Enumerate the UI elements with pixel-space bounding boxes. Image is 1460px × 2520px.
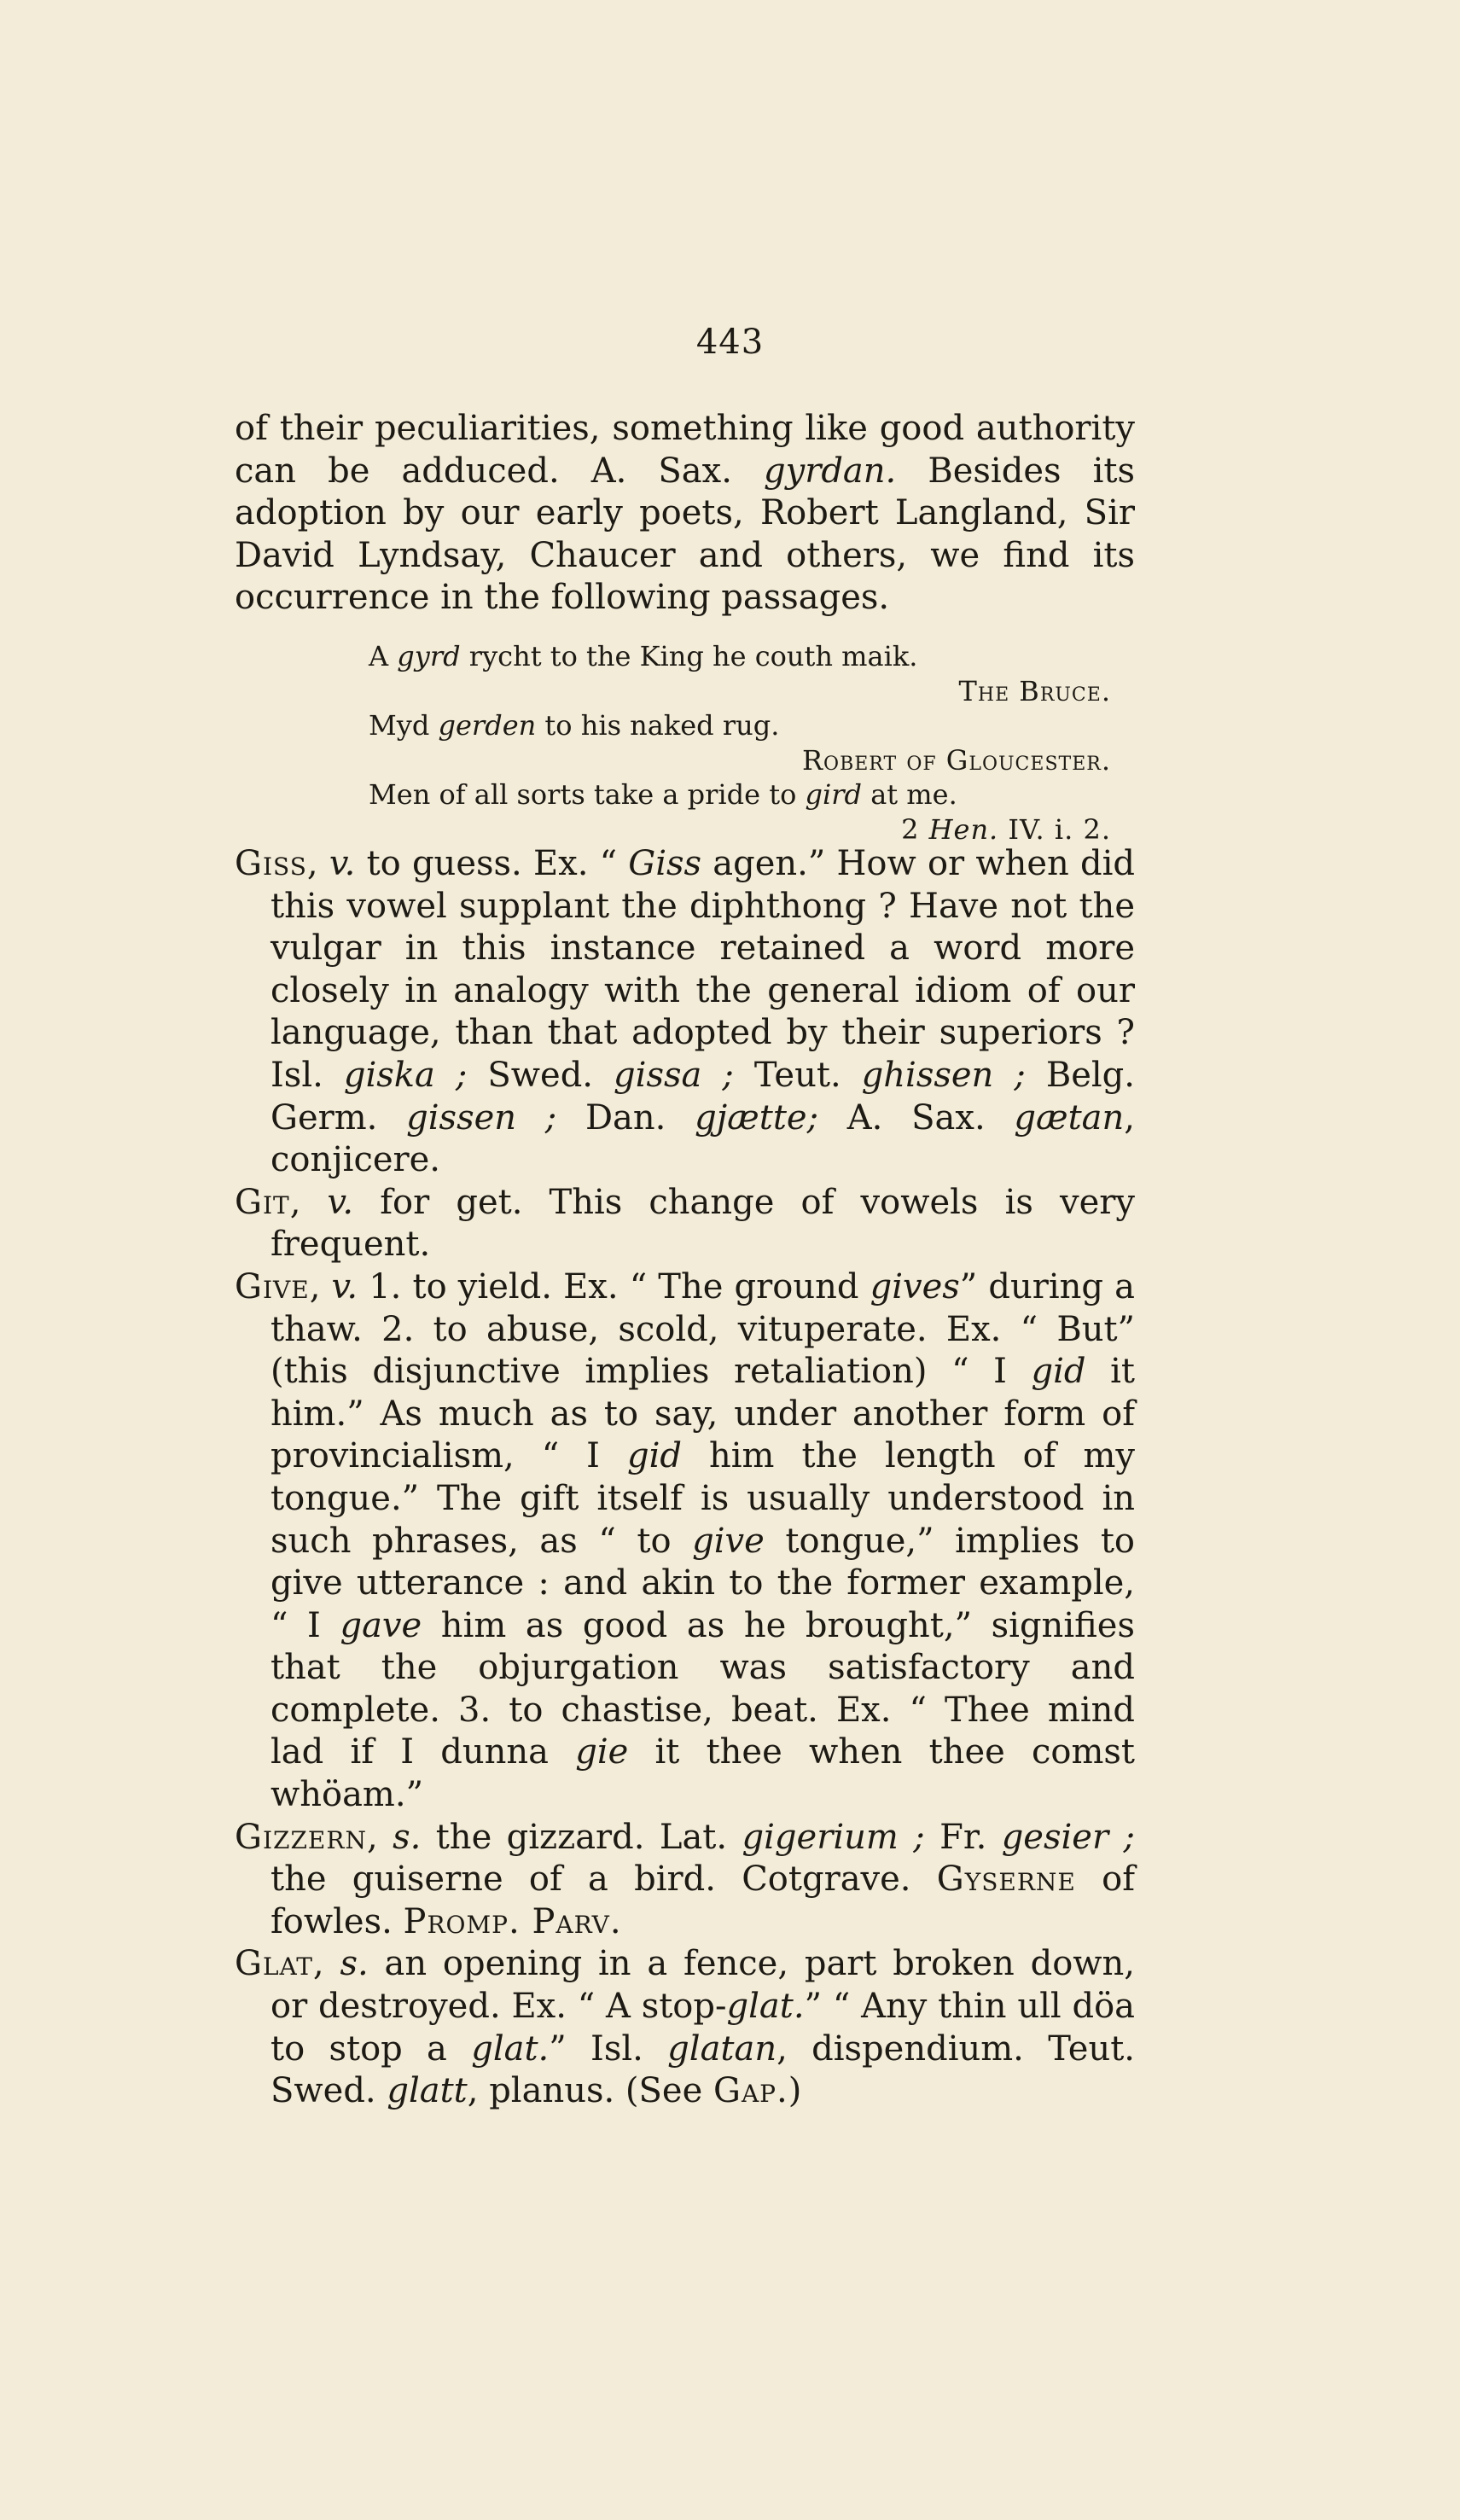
headword: Giss [235,844,307,883]
headword: Git [235,1182,290,1222]
page-number: 443 [695,323,765,362]
entry-git: Git, v. for get. This change of vowels is very frequent. [235,1182,1135,1265]
entry-giss: Giss, v. to guess. Ex. “ Giss agen.” How or when did this vowel supplant the diphthong ? Have not the vulgar in this instance retained a word more closely in analogy with the general idiom of our language, than that adopted by their superiors ? Isl. giska ; Swed. gissa ; Teut. ghissen ; Belg. Germ. gissen ; Dan. gjætte; A. Sax. gætan, conjicere. [235,844,1136,1180]
entry-glat: Glat, s. an opening in a fence, part broken down, or destroyed. Ex. “ A stop-glat.” “ Any thin ull döa to stop a glat.” Isl. glatan, dispendium. Teut. Swed. glatt, planus. (See Gap.) [235,1944,1136,2111]
text-run: Besides its adoption by our early poets, Robert Langland, Sir David Lyndsay, Chaucer and others, we find its occurrence in the following passages. [235,451,1135,618]
part-of-speech: s. [340,1944,369,1984]
quote-source: Robert of Gloucester. [801,743,1111,777]
text-run: of their peculiarities, something like good authority can be adduced. A. Sax. [235,409,1135,491]
part-of-speech: s. [393,1817,422,1857]
quote-line: Men of all sorts take a pride to gird at me. [369,778,957,811]
quote-line: Myd gerden to his naked rug. [369,709,780,742]
continuation-paragraph [235,408,1135,620]
part-of-speech: v. [331,1266,358,1307]
dictionary-entries [235,843,1135,2113]
entry-gizzern: Gizzern, s. the gizzard. Lat. gigerium ; Fr. gesier ; the guiserne of a bird. Cotgrave. Gyserne of fowles. Promp. Parv. [235,1817,1136,1941]
part-of-speech: v. [329,844,356,883]
headword: Give [235,1266,310,1307]
italic-word: gyrdan. [764,451,897,491]
headword: Glat [235,1944,313,1984]
part-of-speech: v. [327,1182,354,1222]
entry-give: Give, v. 1. to yield. Ex. “ The ground gives” during a thaw. 2. to abuse, scold, vituperate. Ex. “ But” (this disjunctive implies retaliation) “ I gid it him.” As much as to say, under another form of provincialism, “ I gid him the length of my tongue.” The gift itself is usually understood in such phrases, as “ to give tongue,” implies to give utterance : and akin to the former example, “ I gave him as good as he brought,” signifies that the objurgation was satisfactory and complete. 3. to chastise, beat. Ex. “ Thee mind lad if I dunna gie it thee when thee comst whöam.” [235,1266,1136,1815]
verse-quotations [369,639,1111,847]
quote-line: A gyrd rycht to the King he couth maik. [369,640,918,672]
quote-source: 2 Hen. IV. i. 2. [901,812,1111,846]
headword: Gizzern [235,1817,367,1857]
quote-source: The Bruce. [958,674,1111,707]
